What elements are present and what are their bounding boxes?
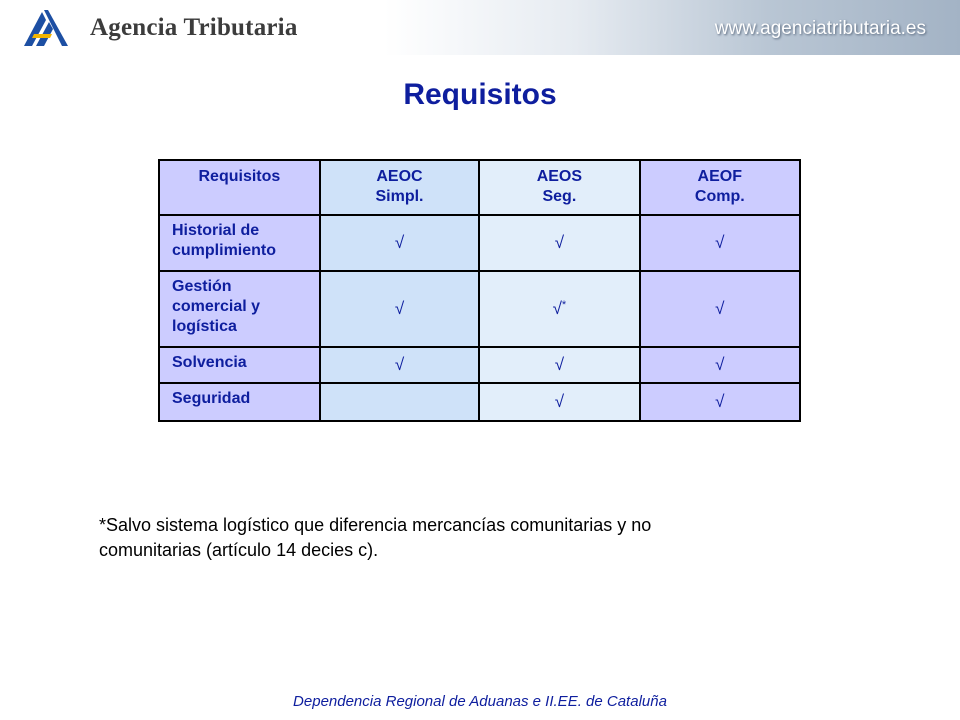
- check-cell: √: [320, 347, 479, 383]
- table-row: [159, 383, 800, 421]
- check-cell: √: [479, 215, 639, 271]
- check-cell: √: [640, 383, 800, 421]
- table-row: [159, 271, 800, 347]
- check-cell: √: [320, 215, 479, 271]
- header-cell-aeos: AEOS Seg.: [479, 160, 639, 215]
- check-cell: [320, 383, 479, 421]
- check-cell: √: [640, 215, 800, 271]
- brand-name: Agencia Tributaria: [90, 14, 298, 41]
- row-label: Solvencia: [159, 347, 320, 383]
- header-cell-aeoc: AEOC Simpl.: [320, 160, 479, 215]
- footnote-text: *Salvo sistema logístico que diferencia mercancías comunitarias y no comunitarias (artículo 14 decies c).: [99, 515, 652, 560]
- check-cell: √: [640, 271, 800, 347]
- check-cell: √: [640, 347, 800, 383]
- requirements-table: [158, 159, 801, 422]
- check-cell: √*: [479, 271, 639, 347]
- agencia-tributaria-logo-icon: [22, 8, 70, 48]
- row-label: Seguridad: [159, 383, 320, 421]
- page-title: Requisitos: [403, 78, 557, 111]
- table-row: [159, 215, 800, 271]
- table-header-row: [159, 160, 800, 215]
- check-cell: √: [479, 383, 639, 421]
- table-row: [159, 347, 800, 383]
- check-cell: √: [479, 347, 639, 383]
- check-cell: √: [320, 271, 479, 347]
- footnote-marker: *: [561, 299, 567, 311]
- row-label: Gestión comercial y logística: [159, 271, 320, 347]
- header-cell-aeof: AEOF Comp.: [640, 160, 800, 215]
- footer-text: Dependencia Regional de Aduanas e II.EE. de Cataluña: [293, 693, 667, 710]
- website-url: www.agenciatributaria.es: [714, 18, 926, 39]
- header-cell-requisitos: Requisitos: [159, 160, 320, 215]
- row-label: Historial de cumplimiento: [159, 215, 320, 271]
- header-banner: [0, 0, 960, 55]
